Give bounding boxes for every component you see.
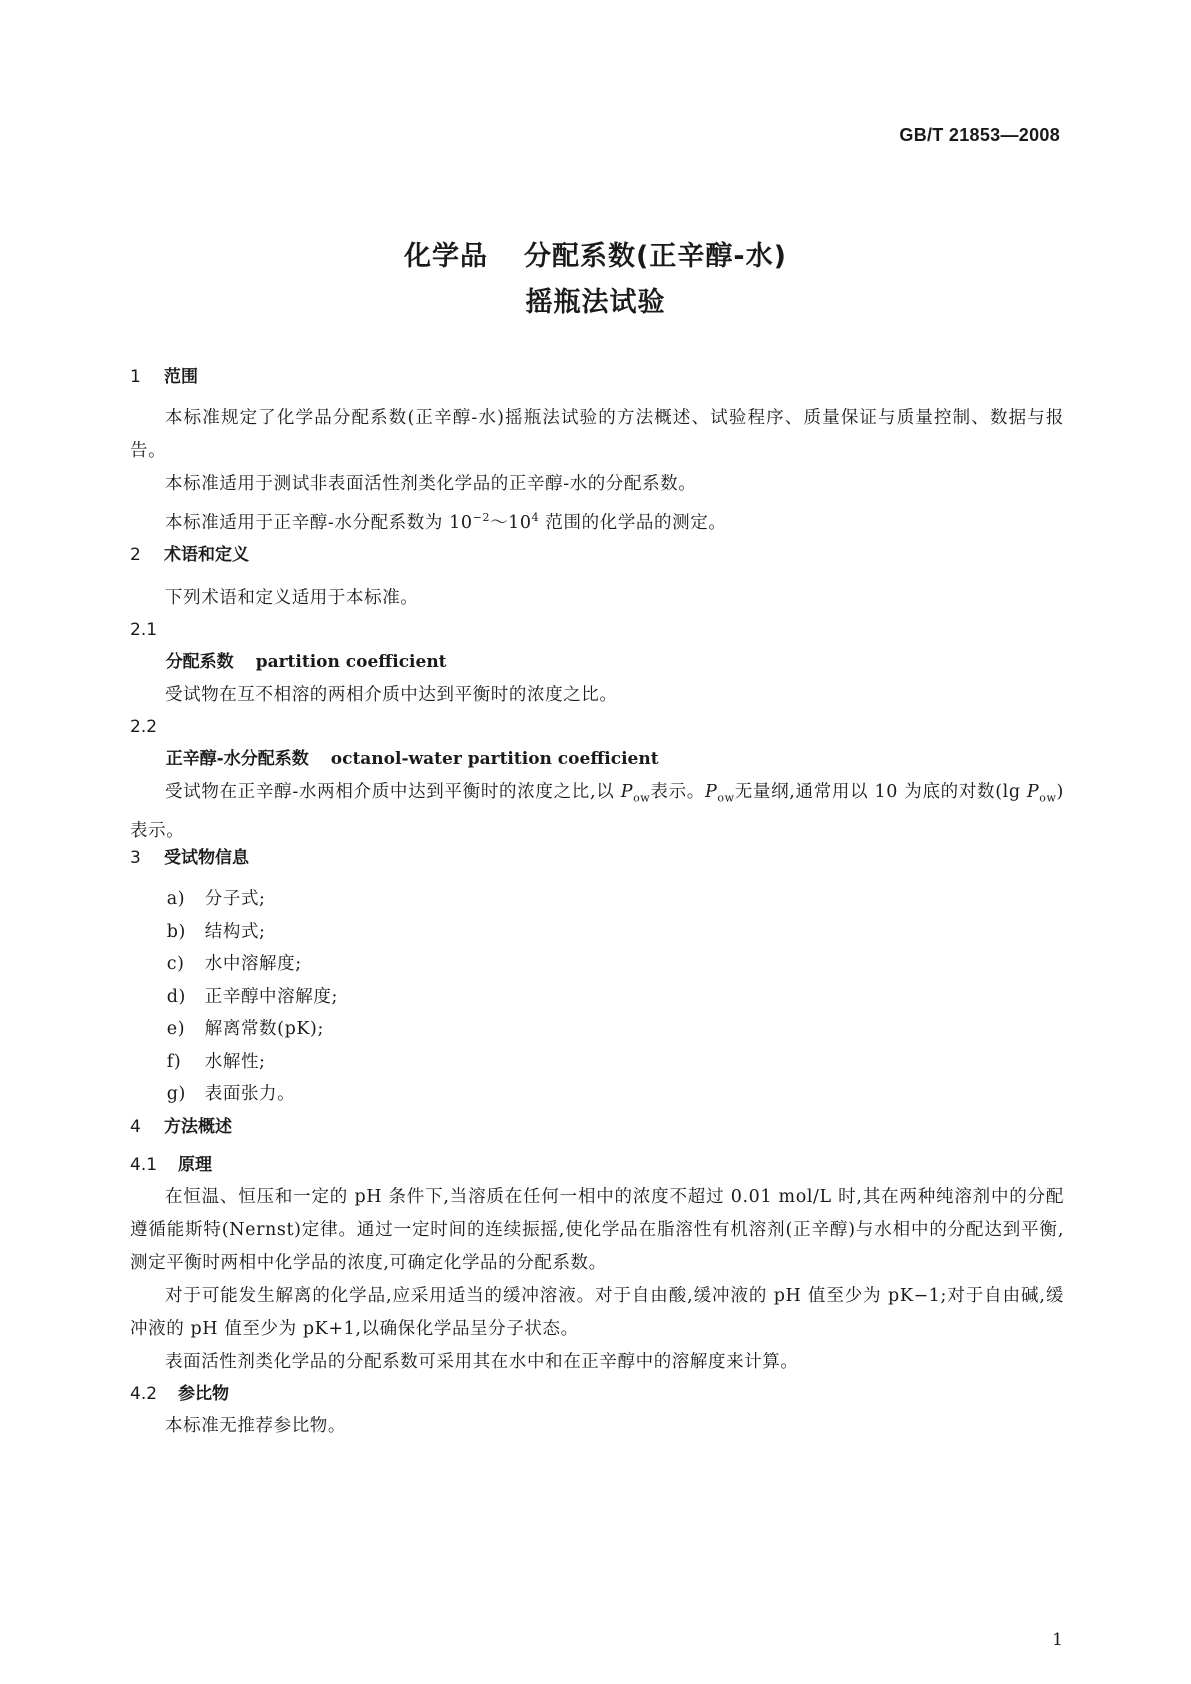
paragraph: 本标准无推荐参比物。	[165, 1416, 346, 1436]
section-heading: 3 受试物信息	[130, 848, 249, 868]
paragraph: 本标准适用于测试非表面活性剂类化学品的正辛醇-水的分配系数。	[165, 474, 697, 494]
section-1	[130, 362, 1064, 540]
section-2	[130, 540, 1064, 848]
title-part-chemicals: 化学品	[404, 241, 489, 272]
section-3	[130, 843, 1064, 1111]
paragraph: 对于可能发生解离的化学品,应采用适当的缓冲溶液。对于自由酸,缓冲液的 pH 值至少为 pK−1;对于自由碱,缓冲液的 pH 值至少为 pK+1,以确保化学品呈分子状态。	[130, 1286, 1064, 1339]
paragraph: 下列术语和定义适用于本标准。	[165, 588, 419, 608]
section-4	[130, 1112, 1064, 1443]
document-title-line1	[0, 234, 1191, 273]
term-number: 2.1	[130, 620, 158, 640]
term-definition: 受试物在互不相溶的两相介质中达到平衡时的浓度之比。	[165, 685, 618, 705]
term-number: 2.2	[130, 717, 158, 737]
document-title-line2: 摇瓶法试验	[525, 287, 666, 318]
section-heading: 4 方法概述	[130, 1117, 232, 1137]
list-item: d) 正辛醇中溶解度;	[166, 986, 338, 1007]
subsection-heading: 4.1 原理	[130, 1155, 212, 1175]
section-heading: 1 范围	[130, 367, 198, 387]
list-item: c) 水中溶解度;	[166, 954, 302, 974]
list-item: a) 分子式;	[166, 889, 266, 909]
standard-number: GB/T 21853—2008	[899, 125, 1060, 145]
paragraph: 本标准适用于正辛醇-水分配系数为 $10^{-2}\sim 10^4$ 范围的化学品的测定。	[165, 511, 727, 533]
subsection-heading: 4.2 参比物	[130, 1384, 229, 1404]
title-part-partition: 分配系数(正辛醇-水)	[524, 241, 787, 272]
list-item: g) 表面张力。	[166, 1084, 296, 1104]
page-number: 1	[1052, 1630, 1063, 1650]
list-item: e) 解离常数(pK);	[166, 1019, 324, 1039]
term-definition: 受试物在正辛醇-水两相介质中达到平衡时的浓度之比,以 $P_{ow}$表示。$P_{ow}$无量纲,通常用以 10 为底的对数(lg $P_{ow}$)表示。	[130, 782, 1064, 841]
paragraph: 表面活性剂类化学品的分配系数可采用其在水中和在正辛醇中的溶解度来计算。	[165, 1352, 799, 1372]
paragraph: 本标准规定了化学品分配系数(正辛醇-水)摇瓶法试验的方法概述、试验程序、质量保证与质量控制、数据与报告。	[130, 408, 1064, 461]
term-heading: 分配系数 partition coefficient	[165, 652, 447, 672]
section-heading: 2 术语和定义	[130, 545, 249, 565]
list-item: b) 结构式;	[166, 921, 266, 942]
paragraph: 在恒温、恒压和一定的 pH 条件下,当溶质在任何一相中的浓度不超过 0.01 mol/L 时,其在两种纯溶剂中的分配遵循能斯特(Nernst)定律。通过一定时间的连续振摇,使化学品在脂溶性有机溶剂(正辛醇)与水相中的分配达到平衡,测定平衡时两相中化学品的浓度,可确定化学品的分配系数。	[130, 1187, 1064, 1273]
term-heading: 正辛醇-水分配系数 octanol-water partition coefficient	[165, 749, 659, 769]
list-item: f) 水解性;	[166, 1051, 266, 1072]
